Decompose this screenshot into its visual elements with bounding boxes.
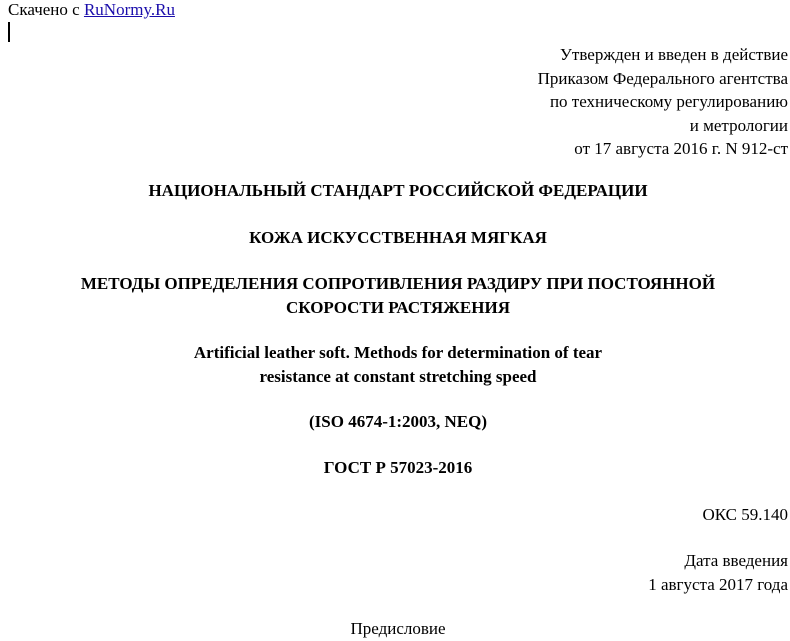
text-cursor: [8, 22, 10, 42]
approval-line: и метрологии: [689, 115, 788, 135]
introduction-date-value: 1 августа 2017 года: [648, 574, 788, 594]
approval-line: Утвержден и введен в действие: [559, 45, 788, 64]
oks-code: ОКС 59.140: [702, 505, 788, 524]
gost-number: ГОСТ Р 57023-2016: [323, 458, 473, 477]
product-title: КОЖА ИСКУССТВЕННАЯ МЯГКАЯ: [249, 228, 547, 247]
national-standard-heading: НАЦИОНАЛЬНЫЙ СТАНДАРТ РОССИЙСКОЙ ФЕДЕРАЦИИ: [148, 181, 648, 200]
section-heading-preface: Предисловие: [350, 619, 446, 638]
approval-line: от 17 августа 2016 г. N 912-ст: [574, 139, 788, 158]
methods-title-line: СКОРОСТИ РАСТЯЖЕНИЯ: [286, 297, 510, 317]
approval-line: Приказом Федерального агентства: [537, 68, 788, 88]
english-title: [0, 341, 790, 388]
approval-block: [538, 43, 788, 161]
english-title-line: resistance at constant stretching speed: [259, 366, 537, 386]
methods-title-line: МЕТОДЫ ОПРЕДЕЛЕНИЯ СОПРОТИВЛЕНИЯ РАЗДИРУ ПРИ ПОСТОЯННОЙ: [80, 274, 716, 293]
source-line: [8, 0, 175, 20]
introduction-date-label: Дата введения: [684, 551, 788, 570]
introduction-date-block: [648, 549, 788, 596]
source-link[interactable]: RuNormy.Ru: [83, 0, 175, 19]
source-prefix: Скачено с: [8, 0, 84, 19]
iso-reference: (ISO 4674-1:2003, NEQ): [308, 412, 488, 431]
english-title-line: Artificial leather soft. Methods for determination of tear: [193, 343, 603, 362]
approval-line: по техническому регулированию: [549, 92, 788, 111]
methods-title: [0, 272, 790, 319]
